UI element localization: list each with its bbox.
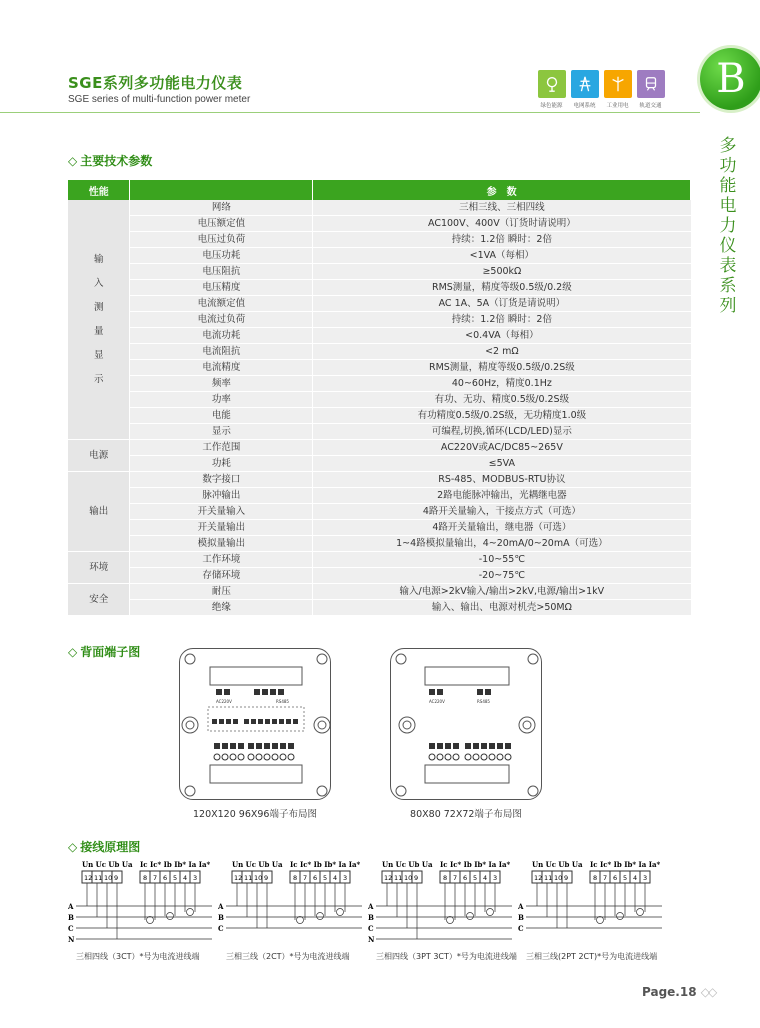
terminal-number: 7 bbox=[153, 874, 158, 882]
category-icons bbox=[536, 70, 666, 109]
terminal-number: 4 bbox=[633, 874, 638, 882]
ct-coil bbox=[337, 909, 344, 916]
current-terminal-label: Ic Ic* Ib Ib* Ia Ia* bbox=[440, 860, 511, 869]
terminal-number: 4 bbox=[333, 874, 338, 882]
spec-value: 2路电能脉冲输出，光耦继电器 bbox=[313, 488, 691, 504]
spec-value: 4路开关量输入，干接点方式（可选） bbox=[313, 504, 691, 520]
spec-value: ≤5VA bbox=[313, 456, 691, 472]
ct-coil bbox=[317, 913, 324, 920]
green-energy-icon bbox=[538, 70, 566, 98]
terminal-number: 12 bbox=[384, 874, 393, 882]
terminal-number: 5 bbox=[323, 874, 328, 882]
bus-label: C bbox=[218, 924, 224, 933]
group-label: 输出 bbox=[68, 472, 130, 552]
table-row bbox=[68, 216, 691, 232]
terminal-number: 10 bbox=[554, 874, 563, 882]
current-wire bbox=[635, 883, 645, 912]
spec-item: 工作范围 bbox=[130, 440, 313, 456]
terminal-diagram-small bbox=[390, 648, 542, 800]
wiring-caption: 三相三线（2CT）*号为电流进线端 bbox=[226, 952, 350, 961]
ct-coil bbox=[487, 909, 494, 916]
current-wire bbox=[485, 883, 495, 912]
group-label: 环境 bbox=[68, 552, 130, 584]
terminal-number: 5 bbox=[623, 874, 628, 882]
table-row bbox=[68, 472, 691, 488]
table-row bbox=[68, 200, 691, 216]
ct-coil bbox=[597, 917, 604, 924]
terminal-number: 4 bbox=[183, 874, 188, 882]
current-wire bbox=[595, 883, 605, 920]
terminal-layout-small bbox=[391, 649, 543, 801]
table-row bbox=[68, 440, 691, 456]
voltage-terminal-label: Un Uc Ub Ua bbox=[82, 860, 133, 869]
wiring-diagram-3 bbox=[368, 848, 516, 968]
spec-value: RMS测量，精度等级0.5级/0.2级 bbox=[313, 280, 691, 296]
terminal-diagram-large bbox=[179, 648, 331, 800]
side-title: 多 功 能 电 力 仪 表 系 列 bbox=[719, 136, 737, 316]
terminal-number: 9 bbox=[564, 874, 569, 882]
group-label: 安全 bbox=[68, 584, 130, 616]
spec-value: <2 mΩ bbox=[313, 344, 691, 360]
table-header-row bbox=[68, 180, 691, 200]
table-row bbox=[68, 600, 691, 616]
spec-value: AC100V、400V（订货时请说明） bbox=[313, 216, 691, 232]
terminal-number: 8 bbox=[293, 874, 298, 882]
group-label: 电源 bbox=[68, 440, 130, 472]
terminal-number: 12 bbox=[534, 874, 543, 882]
current-terminal-label: Ic Ic* Ib Ib* Ia Ia* bbox=[140, 860, 211, 869]
spec-item: 电流功耗 bbox=[130, 328, 313, 344]
wiring-diagram-4 bbox=[518, 848, 666, 968]
spec-item: 电压过负荷 bbox=[130, 232, 313, 248]
power-grid-icon bbox=[571, 70, 599, 98]
category-industrial-power[interactable]: 工业用电 bbox=[602, 70, 633, 109]
terminal-number: 6 bbox=[313, 874, 318, 882]
ct-coil bbox=[467, 913, 474, 920]
spec-value: 持续：1.2倍 瞬时：2倍 bbox=[313, 312, 691, 328]
spec-value: ≥500kΩ bbox=[313, 264, 691, 280]
terminal-number: 9 bbox=[414, 874, 419, 882]
terminal-number: 3 bbox=[343, 874, 348, 882]
spec-item: 工作环境 bbox=[130, 552, 313, 568]
table-row bbox=[68, 264, 691, 280]
spec-value: AC 1A、5A（订货是请说明） bbox=[313, 296, 691, 312]
terminal-number: 8 bbox=[143, 874, 148, 882]
wiring-caption: 三相四线（3CT）*号为电流进线端 bbox=[76, 952, 200, 961]
terminal-number: 10 bbox=[404, 874, 413, 882]
terminal-caption-small: 80X80 72X72端子布局图 bbox=[410, 809, 522, 820]
terminal-number: 4 bbox=[483, 874, 488, 882]
terminal-number: 8 bbox=[593, 874, 598, 882]
diamond-icon: ◇ bbox=[68, 154, 78, 168]
table-row bbox=[68, 584, 691, 600]
terminal-caption-large: 120X120 96X96端子布局图 bbox=[193, 809, 317, 820]
bus-label: B bbox=[218, 913, 224, 922]
table-row bbox=[68, 568, 691, 584]
spec-item: 电流过负荷 bbox=[130, 312, 313, 328]
ct-coil bbox=[147, 917, 154, 924]
spec-item: 电压额定值 bbox=[130, 216, 313, 232]
table-row bbox=[68, 248, 691, 264]
category-green-energy[interactable]: 绿色能源 bbox=[536, 70, 567, 109]
power-label-small: AC220V bbox=[429, 699, 445, 704]
table-row bbox=[68, 328, 691, 344]
current-wire bbox=[185, 883, 195, 912]
terminal-number: 11 bbox=[94, 874, 103, 882]
terminal-number: 6 bbox=[163, 874, 168, 882]
terminal-number: 12 bbox=[84, 874, 93, 882]
spec-value: <1VA（每相） bbox=[313, 248, 691, 264]
spec-item: 电压精度 bbox=[130, 280, 313, 296]
current-terminal-label: Ic Ic* Ib Ib* Ia Ia* bbox=[290, 860, 361, 869]
spec-item: 功率 bbox=[130, 392, 313, 408]
spec-value: RS-485、MODBUS-RTU协议 bbox=[313, 472, 691, 488]
table-row bbox=[68, 392, 691, 408]
rs485-label: RS485 bbox=[276, 699, 289, 704]
spec-item: 电压功耗 bbox=[130, 248, 313, 264]
terminal-number: 7 bbox=[453, 874, 458, 882]
header-blank bbox=[130, 180, 313, 200]
spec-value: -20~75℃ bbox=[313, 568, 691, 584]
spec-item: 电流额定值 bbox=[130, 296, 313, 312]
spec-item: 数字接口 bbox=[130, 472, 313, 488]
table-row bbox=[68, 232, 691, 248]
table-row bbox=[68, 520, 691, 536]
page-subtitle: SGE series of multi-function power meter bbox=[68, 94, 251, 105]
terminal-number: 8 bbox=[443, 874, 448, 882]
spec-value: 有功、无功、精度0.5级/0.2S级 bbox=[313, 392, 691, 408]
wiring-caption: 三相四线（3PT 3CT）*号为电流进线端 bbox=[376, 952, 517, 961]
diamond-icon: ◇ bbox=[68, 645, 78, 659]
table-row bbox=[68, 360, 691, 376]
table-row bbox=[68, 424, 691, 440]
table-row bbox=[68, 296, 691, 312]
wiring-caption: 三相三线(2PT 2CT)*号为电流进线端 bbox=[526, 952, 658, 961]
category-power-grid[interactable]: 电网系统 bbox=[569, 70, 600, 109]
table-row bbox=[68, 504, 691, 520]
terminal-number: 3 bbox=[193, 874, 198, 882]
spec-item: 绝缘 bbox=[130, 600, 313, 616]
table-row bbox=[68, 376, 691, 392]
spec-item: 存储环境 bbox=[130, 568, 313, 584]
spec-item: 电压阻抗 bbox=[130, 264, 313, 280]
spec-item: 开关量输出 bbox=[130, 520, 313, 536]
bus-label: B bbox=[68, 913, 74, 922]
spec-value: 可编程,切换,循环(LCD/LED)显示 bbox=[313, 424, 691, 440]
current-wire bbox=[465, 883, 475, 916]
terminal-heading: ◇ 背面端子图 bbox=[68, 645, 141, 659]
current-wire bbox=[315, 883, 325, 916]
page-ornament-icon: ◇◇ bbox=[700, 985, 716, 999]
spec-item: 耐压 bbox=[130, 584, 313, 600]
table-row bbox=[68, 408, 691, 424]
bus-label: A bbox=[218, 902, 224, 911]
bus-label: B bbox=[518, 913, 524, 922]
bus-label: A bbox=[518, 902, 524, 911]
bus-label: N bbox=[68, 935, 75, 944]
spec-item: 显示 bbox=[130, 424, 313, 440]
wiring-heading: ◇ 接线原理图 bbox=[68, 840, 141, 854]
bus-label: A bbox=[368, 902, 374, 911]
spec-value: 1~4路模拟量输出，4~20mA/0~20mA（可选） bbox=[313, 536, 691, 552]
diamond-icon: ◇ bbox=[68, 840, 78, 854]
section-badge bbox=[700, 48, 760, 110]
spec-item: 电流精度 bbox=[130, 360, 313, 376]
spec-table bbox=[68, 180, 691, 616]
spec-value: 40~60Hz，精度0.1Hz bbox=[313, 376, 691, 392]
rs485-label-small: RS485 bbox=[477, 699, 490, 704]
terminal-layout-large bbox=[180, 649, 332, 801]
page-number: Page.18 ◇◇ bbox=[642, 985, 716, 999]
group-label: 输 入 测 量 显 示 bbox=[68, 200, 130, 440]
spec-value: 持续：1.2倍 瞬时：2倍 bbox=[313, 232, 691, 248]
industrial-power-icon bbox=[604, 70, 632, 98]
spec-item: 功耗 bbox=[130, 456, 313, 472]
ct-coil bbox=[447, 917, 454, 924]
terminal-number: 10 bbox=[254, 874, 263, 882]
terminal-number: 7 bbox=[303, 874, 308, 882]
spec-value: 输入/电源>2kV输入/输出>2kV,电源/输出>1kV bbox=[313, 584, 691, 600]
wiring-diagrams bbox=[68, 848, 668, 968]
spec-item: 电流阻抗 bbox=[130, 344, 313, 360]
current-wire bbox=[615, 883, 625, 916]
terminal-number: 5 bbox=[473, 874, 478, 882]
wiring-diagram-2 bbox=[218, 848, 366, 968]
bus-label: N bbox=[368, 935, 375, 944]
table-row bbox=[68, 488, 691, 504]
current-wire bbox=[165, 883, 175, 916]
voltage-terminal-label: Un Uc Ub Ua bbox=[382, 860, 433, 869]
terminal-number: 11 bbox=[544, 874, 553, 882]
bus-label: B bbox=[368, 913, 374, 922]
bus-label: A bbox=[68, 902, 74, 911]
category-rail-transit[interactable]: 轨道交通 bbox=[635, 70, 666, 109]
header-divider bbox=[0, 112, 700, 113]
spec-item: 模拟量输出 bbox=[130, 536, 313, 552]
terminal-number: 9 bbox=[264, 874, 269, 882]
ct-coil bbox=[167, 913, 174, 920]
terminal-number: 7 bbox=[603, 874, 608, 882]
current-wire bbox=[445, 883, 455, 920]
spec-item: 电能 bbox=[130, 408, 313, 424]
spec-value: 4路开关量输出，继电器（可选） bbox=[313, 520, 691, 536]
terminal-number: 11 bbox=[244, 874, 253, 882]
badge-letter: B bbox=[716, 56, 746, 102]
spec-value: 有功精度0.5级/0.2S级，无功精度1.0级 bbox=[313, 408, 691, 424]
terminal-number: 11 bbox=[394, 874, 403, 882]
ct-coil bbox=[617, 913, 624, 920]
current-wire bbox=[295, 883, 305, 920]
spec-value: AC220V或AC/DC85~265V bbox=[313, 440, 691, 456]
ct-coil bbox=[637, 909, 644, 916]
power-label: AC220V bbox=[216, 699, 232, 704]
terminal-number: 3 bbox=[493, 874, 498, 882]
rail-transit-icon bbox=[637, 70, 665, 98]
terminal-number: 9 bbox=[114, 874, 119, 882]
voltage-terminal-label: Un Uc Ub Ua bbox=[232, 860, 283, 869]
bus-label: C bbox=[368, 924, 374, 933]
header-performance: 性能 bbox=[68, 180, 130, 200]
page-title: SGE系列多功能电力仪表 bbox=[68, 74, 243, 92]
wiring-diagram-1 bbox=[68, 848, 216, 968]
ct-coil bbox=[297, 917, 304, 924]
table-row bbox=[68, 344, 691, 360]
current-wire bbox=[145, 883, 155, 920]
spec-value: RMS测量，精度等级0.5级/0.2S级 bbox=[313, 360, 691, 376]
specs-heading: ◇ 主要技术参数 bbox=[68, 154, 153, 168]
spec-value: 输入、输出、电源对机壳>50MΩ bbox=[313, 600, 691, 616]
spec-item: 开关量输入 bbox=[130, 504, 313, 520]
terminal-number: 5 bbox=[173, 874, 178, 882]
spec-item: 脉冲输出 bbox=[130, 488, 313, 504]
terminal-number: 6 bbox=[613, 874, 618, 882]
terminal-number: 12 bbox=[234, 874, 243, 882]
terminal-number: 3 bbox=[643, 874, 648, 882]
header-params: 参 数 bbox=[313, 180, 691, 200]
table-row bbox=[68, 280, 691, 296]
table-row bbox=[68, 536, 691, 552]
current-wire bbox=[335, 883, 345, 912]
ct-coil bbox=[187, 909, 194, 916]
table-row bbox=[68, 312, 691, 328]
spec-item: 网络 bbox=[130, 200, 313, 216]
table-row bbox=[68, 552, 691, 568]
terminal-number: 6 bbox=[463, 874, 468, 882]
table-row bbox=[68, 456, 691, 472]
spec-value: -10~55℃ bbox=[313, 552, 691, 568]
terminal-number: 10 bbox=[104, 874, 113, 882]
voltage-terminal-label: Un Uc Ub Ua bbox=[532, 860, 583, 869]
current-terminal-label: Ic Ic* Ib Ib* Ia Ia* bbox=[590, 860, 661, 869]
spec-value: 三相三线、三相四线 bbox=[313, 200, 691, 216]
spec-value: <0.4VA（每相） bbox=[313, 328, 691, 344]
spec-item: 频率 bbox=[130, 376, 313, 392]
bus-label: C bbox=[68, 924, 74, 933]
bus-label: C bbox=[518, 924, 524, 933]
